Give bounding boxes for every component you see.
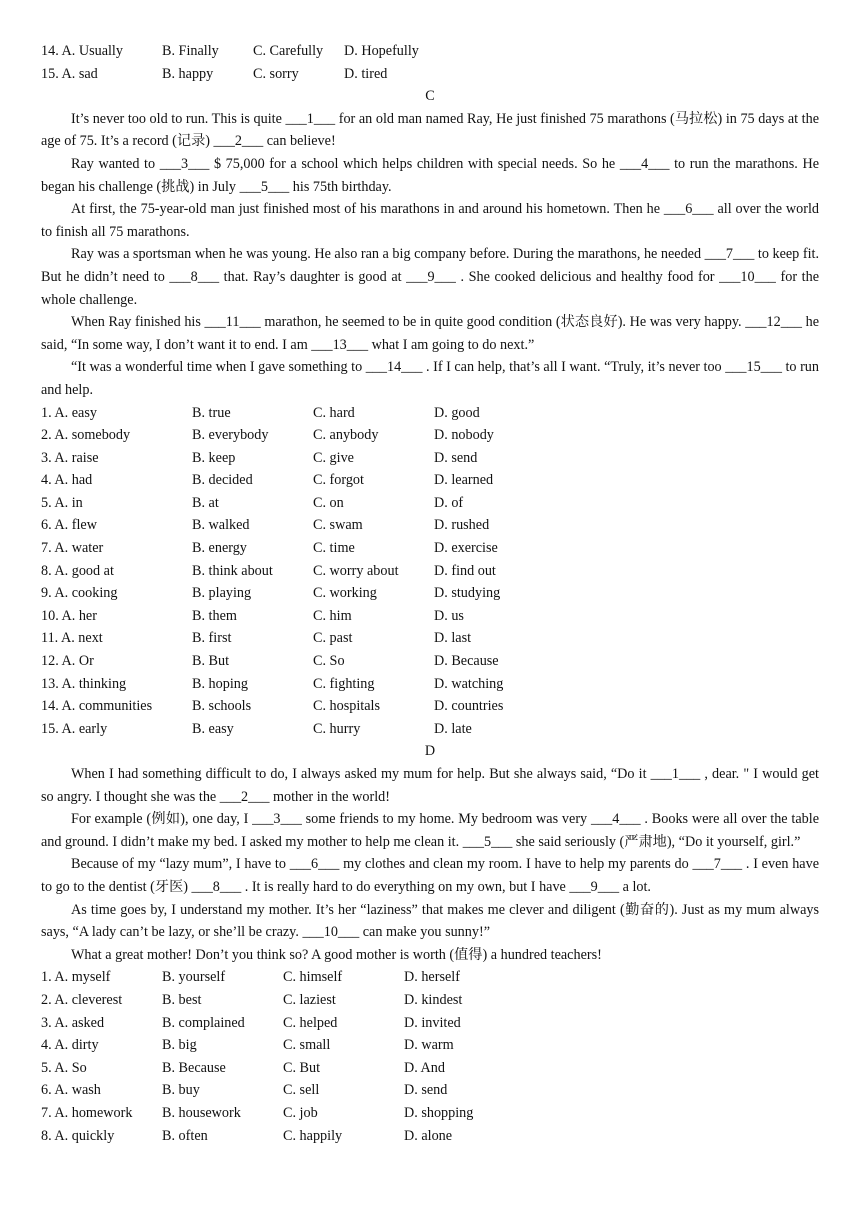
- option-c: C. laziest: [283, 991, 336, 1008]
- option-row: [41, 537, 819, 560]
- passage-paragraph: It’s never too old to run. This is quite ___1___ for an old man named Ray, He just finished 75 marathons (马拉松) in 75 days at the age of 75. It’s a record (记录) ___2___ can believe!: [41, 110, 819, 150]
- section-c-options: [41, 402, 819, 741]
- option-row: [41, 560, 819, 583]
- option-b: B. think about: [192, 562, 273, 579]
- option-d: D. watching: [434, 675, 504, 692]
- option-row: [41, 695, 819, 718]
- option-b: B. them: [192, 607, 237, 624]
- passage-paragraph: Because of my “lazy mum”, I have to ___6___ my clothes and clean my room. I have to help my parents do ___7___ . I even have to go to the dentist (牙医) ___8___ . It is really hard to do everything on my own, but I have ___9___ a lot.: [41, 856, 819, 895]
- option-row: [41, 1125, 819, 1148]
- option-row: [41, 966, 819, 989]
- option-c: C. swam: [313, 517, 363, 534]
- option-d: D. alone: [404, 1127, 453, 1144]
- option-d: D. Because: [434, 653, 499, 670]
- option-row: [41, 492, 819, 515]
- section-c-passage: [41, 108, 819, 402]
- passage-paragraph: When Ray finished his ___11___ marathon, he seemed to be in quite good condition (状态良好). He was very happy. ___12___ he said, “In some way, I don’t want it to end. I am ___13___ what I am going to do next.”: [41, 314, 819, 353]
- option-b: B. complained: [162, 1014, 245, 1031]
- option-d: D. herself: [404, 969, 460, 986]
- passage-paragraph: Ray was a sportsman when he was young. He also ran a big company before. During the marathons, he needed ___7___ to keep fit. But he didn’t need to ___8___ that. Ray’s daughter is good at ___9___ . She cooked delicious and healthy food for ___10___ for the whole challenge.: [41, 246, 819, 308]
- option-a: 6. A. wash: [41, 1082, 101, 1099]
- option-c: C. on: [313, 494, 344, 511]
- option-a: 10. A. her: [41, 607, 97, 624]
- option-c: C. himself: [283, 969, 343, 986]
- option-a: 3. A. asked: [41, 1014, 105, 1031]
- passage-paragraph: For example (例如), one day, I ___3___ some friends to my home. My bedroom was very ___4___ . Books were all over the table and ground. I didn’t make my bed. I asked my mother to help me clean it. ___5___ she said seriously (严肃地), “Do it yourself, girl.”: [41, 811, 819, 850]
- option-b: B. yourself: [162, 969, 226, 986]
- option-b: B. best: [162, 991, 202, 1008]
- option-c: C. So: [313, 653, 345, 670]
- option-c: C. fighting: [313, 675, 375, 692]
- passage-paragraph: Ray wanted to ___3___ $ 75,000 for a school which helps children with special needs. So he ___4___ to run the marathons. He began his challenge (挑战) in July ___5___ his 75th birthday.: [41, 155, 819, 195]
- option-a: 2. A. cleverest: [41, 991, 123, 1008]
- option-a: 11. A. next: [41, 630, 103, 647]
- option-a: 1. A. myself: [41, 969, 111, 986]
- option-b: B. buy: [162, 1082, 200, 1099]
- option-c: C. hard: [313, 404, 355, 421]
- option-b: B. big: [162, 1037, 197, 1054]
- option-row: [41, 1079, 819, 1102]
- option-row: [41, 1102, 819, 1125]
- option-c: C. job: [283, 1104, 318, 1121]
- option-c: C. forgot: [313, 472, 364, 489]
- option-row: [41, 40, 819, 63]
- option-row: [41, 1057, 819, 1080]
- option-a: 5. A. So: [41, 1059, 87, 1076]
- option-b: B. walked: [192, 517, 250, 534]
- option-a: 4. A. had: [41, 472, 93, 489]
- option-row: [41, 402, 819, 425]
- option-c: C. Carefully: [253, 43, 324, 59]
- option-d: D. countries: [434, 698, 504, 715]
- option-row: [41, 989, 819, 1012]
- option-c: C. time: [313, 540, 355, 557]
- option-c: C. hurry: [313, 720, 361, 737]
- option-row: [41, 1034, 819, 1057]
- option-d: D. last: [434, 630, 472, 647]
- option-a: 2. A. somebody: [41, 427, 131, 444]
- option-c: C. past: [313, 630, 353, 647]
- option-b: B. happy: [162, 65, 214, 82]
- option-a: 9. A. cooking: [41, 585, 118, 602]
- top-options: [41, 40, 819, 85]
- option-a: 8. A. good at: [41, 562, 114, 579]
- option-b: B. at: [192, 494, 219, 511]
- option-c: C. give: [313, 449, 354, 466]
- option-c: C. him: [313, 607, 352, 624]
- option-d: D. send: [434, 449, 478, 466]
- option-b: B. housework: [162, 1104, 241, 1121]
- option-d: D. learned: [434, 472, 494, 489]
- section-d-options: [41, 966, 819, 1147]
- option-d: D. shopping: [404, 1104, 474, 1121]
- option-a: 1. A. easy: [41, 404, 97, 421]
- option-d: D. of: [434, 494, 464, 511]
- option-row: [41, 447, 819, 470]
- option-d: D. us: [434, 607, 464, 624]
- option-b: B. decided: [192, 472, 253, 489]
- option-row: [41, 424, 819, 447]
- option-a: 12. A. Or: [41, 653, 94, 670]
- option-row: [41, 718, 819, 741]
- option-b: B. true: [192, 404, 231, 421]
- option-b: B. easy: [192, 720, 234, 737]
- option-b: B. often: [162, 1127, 208, 1144]
- option-d: D. find out: [434, 562, 496, 579]
- option-a: 4. A. dirty: [41, 1037, 99, 1054]
- option-a: 13. A. thinking: [41, 675, 127, 692]
- option-b: B. But: [192, 653, 230, 670]
- option-a: 15. A. early: [41, 720, 108, 737]
- option-c: C. sell: [283, 1082, 320, 1099]
- option-d: D. send: [404, 1082, 448, 1099]
- option-c: C. small: [283, 1037, 331, 1054]
- section-c-heading: C: [425, 88, 435, 105]
- option-c: C. But: [283, 1059, 321, 1076]
- option-b: B. everybody: [192, 427, 269, 444]
- option-d: D. kindest: [404, 991, 463, 1008]
- option-d: D. tired: [344, 65, 388, 82]
- section-d-heading: D: [424, 743, 436, 760]
- option-a: 7. A. homework: [41, 1104, 133, 1121]
- option-a: 15. A. sad: [41, 65, 98, 82]
- exam-page: [41, 40, 819, 1147]
- option-a: 6. A. flew: [41, 517, 97, 534]
- option-row: [41, 650, 819, 673]
- option-row: [41, 673, 819, 696]
- passage-paragraph: At first, the 75-year-old man just finished most of his marathons in and around his hometown. Then he ___6___ all over the world to finish all 75 marathons.: [41, 201, 819, 240]
- option-b: B. Because: [162, 1059, 226, 1076]
- section-d-passage: [41, 763, 819, 966]
- option-d: D. Hopefully: [344, 43, 419, 59]
- option-c: C. helped: [283, 1014, 338, 1031]
- option-a: 3. A. raise: [41, 449, 99, 466]
- option-b: B. playing: [192, 585, 252, 602]
- option-c: C. sorry: [253, 65, 299, 82]
- option-b: B. schools: [192, 698, 252, 715]
- option-row: [41, 1012, 819, 1035]
- option-a: 7. A. water: [41, 540, 104, 557]
- option-row: [41, 627, 819, 650]
- option-d: D. invited: [404, 1014, 461, 1031]
- option-row: [41, 582, 819, 605]
- option-c: C. happily: [283, 1127, 343, 1144]
- passage-paragraph: As time goes by, I understand my mother. It’s her “laziness” that makes me clever and diligent (勤奋的). Just as my mum always says, “A lady can’t be lazy, or she’ll be crazy. ___10___ can make you sunny!”: [41, 901, 819, 941]
- passage-paragraph: What a great mother! Don’t you think so? A good mother is worth (值得) a hundred teachers!: [71, 946, 602, 963]
- option-row: [41, 63, 819, 86]
- option-a: 14. A. Usually: [41, 43, 123, 59]
- option-a: 5. A. in: [41, 494, 83, 511]
- option-c: C. working: [313, 585, 377, 602]
- option-d: D. studying: [434, 585, 501, 602]
- option-a: 8. A. quickly: [41, 1127, 115, 1144]
- option-row: [41, 514, 819, 537]
- passage-paragraph: When I had something difficult to do, I always asked my mum for help. But she always said, “Do it ___1___ , dear. " I would get so angry. I thought she was the ___2___ mother in the world!: [41, 766, 819, 805]
- option-b: B. first: [192, 630, 232, 647]
- option-row: [41, 469, 819, 492]
- option-b: B. keep: [192, 449, 236, 466]
- option-d: D. rushed: [434, 517, 490, 534]
- option-d: D. And: [404, 1059, 445, 1076]
- option-d: D. warm: [404, 1037, 454, 1054]
- option-c: C. anybody: [313, 427, 379, 444]
- option-d: D. exercise: [434, 540, 498, 557]
- option-a: 14. A. communities: [41, 698, 153, 715]
- option-d: D. nobody: [434, 427, 494, 444]
- option-c: C. hospitals: [313, 698, 381, 715]
- option-b: B. energy: [192, 540, 247, 557]
- passage-paragraph: “It was a wonderful time when I gave something to ___14___ . If I can help, that’s all I want. “Truly, it’s never too ___15___ to run and help.: [41, 359, 819, 398]
- option-row: [41, 605, 819, 628]
- option-d: D. good: [434, 404, 480, 421]
- option-b: B. hoping: [192, 675, 248, 692]
- option-d: D. late: [434, 720, 472, 737]
- option-c: C. worry about: [313, 562, 399, 579]
- option-b: B. Finally: [162, 43, 219, 59]
